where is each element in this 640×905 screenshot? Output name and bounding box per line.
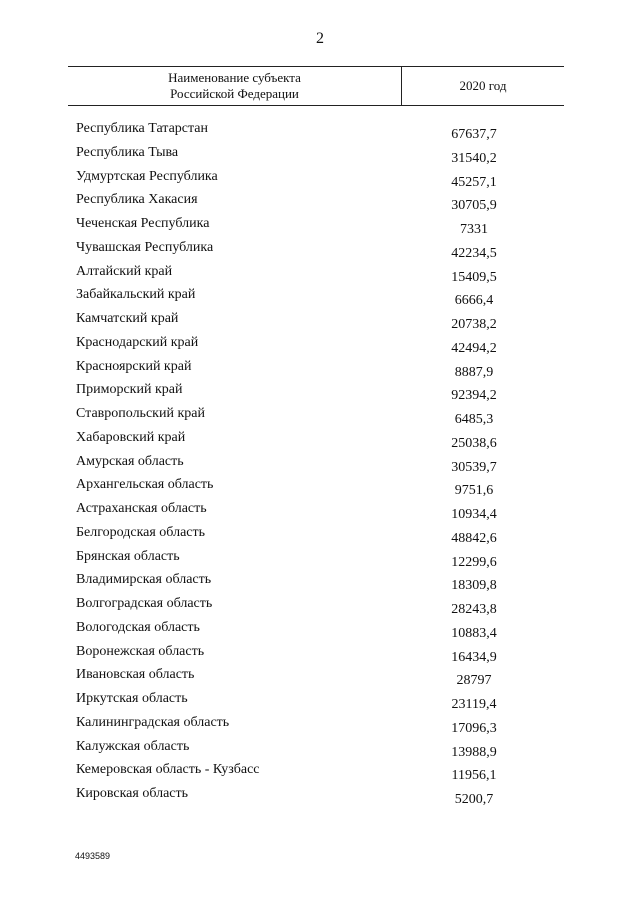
region-name: Удмуртская Республика <box>76 168 218 184</box>
table-row <box>0 190 640 214</box>
region-name: Ивановская область <box>76 667 195 683</box>
region-name: Белгородская область <box>76 524 206 540</box>
table-row <box>0 594 640 618</box>
region-value: 6666,4 <box>454 293 494 309</box>
region-name: Алтайский край <box>76 263 173 279</box>
table-row <box>0 309 640 333</box>
region-name: Краснодарский край <box>76 334 199 350</box>
region-value: 31540,2 <box>451 150 497 166</box>
document-code: 4493589 <box>75 851 111 861</box>
region-name: Архангельская область <box>76 477 214 493</box>
region-value: 30705,9 <box>451 198 497 214</box>
table-row <box>0 428 640 452</box>
region-name: Ставропольский край <box>76 406 205 421</box>
page-number: 2 <box>316 30 324 47</box>
region-name: Кировская область <box>76 786 189 801</box>
table-row <box>0 214 640 238</box>
table-header <box>68 66 564 106</box>
region-value: 18309,8 <box>451 578 497 594</box>
region-value: 5200,7 <box>454 792 494 807</box>
region-value: 11956,1 <box>451 768 497 784</box>
region-value: 42234,5 <box>451 245 497 261</box>
region-name: Приморский край <box>76 382 183 398</box>
table-row <box>0 547 640 571</box>
region-value: 6485,3 <box>454 412 494 427</box>
header-year: 2020 год <box>459 78 507 93</box>
region-value: 48842,6 <box>451 530 497 546</box>
region-name: Забайкальский край <box>76 287 196 303</box>
region-name: Калужская область <box>76 738 190 754</box>
table-row <box>0 119 640 143</box>
table-row <box>0 262 640 286</box>
region-name: Республика Татарстан <box>76 121 209 136</box>
region-value: 25038,6 <box>451 435 497 451</box>
region-value: 23119,4 <box>451 697 497 712</box>
region-value: 8887,9 <box>454 364 494 380</box>
region-name: Вологодская область <box>76 619 200 635</box>
region-name: Хабаровский край <box>76 429 186 445</box>
table-row <box>0 665 640 689</box>
table-row <box>0 737 640 761</box>
region-value: 20738,2 <box>451 317 497 332</box>
region-name: Брянская область <box>76 548 180 564</box>
table-row <box>0 285 640 309</box>
region-value: 12299,6 <box>451 554 497 570</box>
table-row <box>0 380 640 404</box>
region-value: 10883,4 <box>451 625 497 641</box>
region-name: Кемеровская область - Кузбасс <box>76 762 260 778</box>
region-name: Чувашская Республика <box>76 239 214 255</box>
region-name: Республика Хакасия <box>76 192 198 208</box>
region-name: Астраханская область <box>76 501 207 516</box>
region-name: Камчатский край <box>76 311 179 326</box>
table-row <box>0 618 640 642</box>
table-body <box>0 119 640 808</box>
region-value: 7331 <box>460 222 488 237</box>
region-name: Республика Тыва <box>76 144 179 160</box>
region-value: 16434,9 <box>451 649 497 665</box>
region-value: 15409,5 <box>451 269 497 285</box>
region-value: 9751,6 <box>454 483 494 499</box>
region-value: 13988,9 <box>451 744 497 760</box>
table-row <box>0 143 640 167</box>
region-value: 67637,7 <box>451 127 497 142</box>
table-row <box>0 357 640 381</box>
region-value: 92394,2 <box>451 388 497 404</box>
table-row <box>0 475 640 499</box>
table-row <box>0 713 640 737</box>
table-row <box>0 784 640 808</box>
table-row <box>0 499 640 523</box>
region-value: 30539,7 <box>451 459 497 475</box>
table-row <box>0 570 640 594</box>
region-name: Иркутская область <box>76 691 188 706</box>
header-name-line1: Наименование субъекта <box>168 70 301 85</box>
table-row <box>0 238 640 262</box>
table-row <box>0 689 640 713</box>
table-row <box>0 760 640 784</box>
table-row <box>0 404 640 428</box>
region-value: 28797 <box>456 673 492 689</box>
region-name: Волгоградская область <box>76 596 213 611</box>
table-row <box>0 167 640 191</box>
region-name: Воронежская область <box>76 643 205 659</box>
region-value: 28243,8 <box>451 602 497 617</box>
region-name: Владимирская область <box>76 572 212 588</box>
table-row <box>0 333 640 357</box>
region-value: 45257,1 <box>451 174 497 190</box>
region-name: Амурская область <box>76 453 184 469</box>
table-row <box>0 642 640 666</box>
region-value: 42494,2 <box>451 340 497 356</box>
table-row <box>0 523 640 547</box>
region-name: Красноярский край <box>76 358 192 374</box>
region-value: 10934,4 <box>451 507 497 522</box>
region-value: 17096,3 <box>451 720 497 736</box>
table-row <box>0 452 640 476</box>
region-name: Чеченская Республика <box>76 216 210 231</box>
header-region-name <box>68 70 401 102</box>
region-name: Калининградская область <box>76 714 230 730</box>
header-name-line2: Российской Федерации <box>170 86 299 101</box>
